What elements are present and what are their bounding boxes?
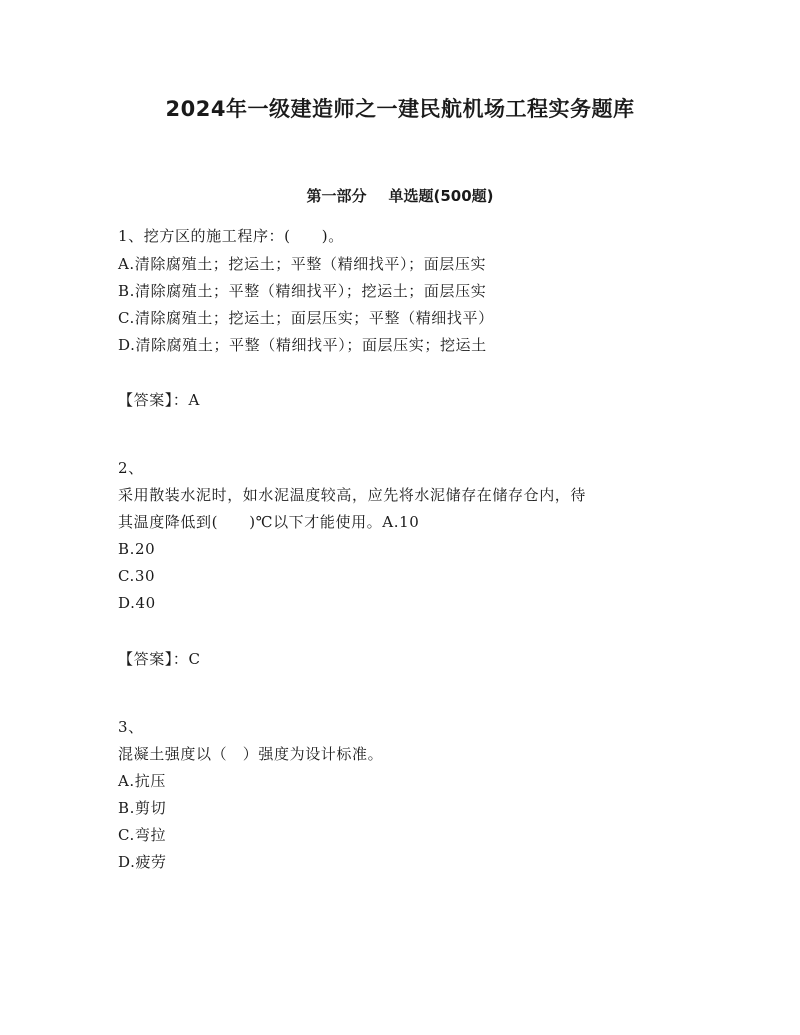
question-2-stem-line-1: 采用散装水泥时，如水泥温度较高，应先将水泥储存在储存仓内，待 xyxy=(118,486,587,504)
question-3-number: 3、 xyxy=(118,718,144,736)
section-part: 第一部分 xyxy=(306,187,367,205)
question-3-option-b: B.剪切 xyxy=(118,799,167,817)
question-3-stem: 混凝土强度以（ ）强度为设计标准。 xyxy=(118,745,384,763)
question-1-option-d: D.清除腐殖土；平整（精细找平）；面层压实；挖运土 xyxy=(118,336,487,354)
section-name: 单选题(500题) xyxy=(388,187,494,205)
question-2-option-b: B.20 xyxy=(118,540,156,558)
section-heading xyxy=(0,184,800,208)
question-1-option-b: B.清除腐殖土；平整（精细找平）；挖运土；面层压实 xyxy=(118,282,487,300)
question-2-answer: 【答案】：C xyxy=(118,650,201,668)
question-2-option-c: C.30 xyxy=(118,567,156,585)
question-1-option-a: A.清除腐殖土；挖运土；平整（精细找平）；面层压实 xyxy=(118,255,487,273)
document-title: 2024年一级建造师之一建民航机场工程实务题库 xyxy=(165,97,635,121)
question-1-answer: 【答案】：A xyxy=(118,391,200,409)
question-3-option-a: A.抗压 xyxy=(118,772,167,790)
question-2-stem-line-2: 其温度降低到( )℃以下才能使用。A.10 xyxy=(118,513,420,531)
question-3-option-d: D.疲劳 xyxy=(118,853,167,871)
question-1-stem: 1、挖方区的施工程序：( )。 xyxy=(118,227,344,245)
question-2-option-d: D.40 xyxy=(118,594,156,612)
question-1-option-c: C.清除腐殖土；挖运土；面层压实；平整（精细找平） xyxy=(118,309,494,327)
question-2-number: 2、 xyxy=(118,459,144,477)
question-3-option-c: C.弯拉 xyxy=(118,826,167,844)
